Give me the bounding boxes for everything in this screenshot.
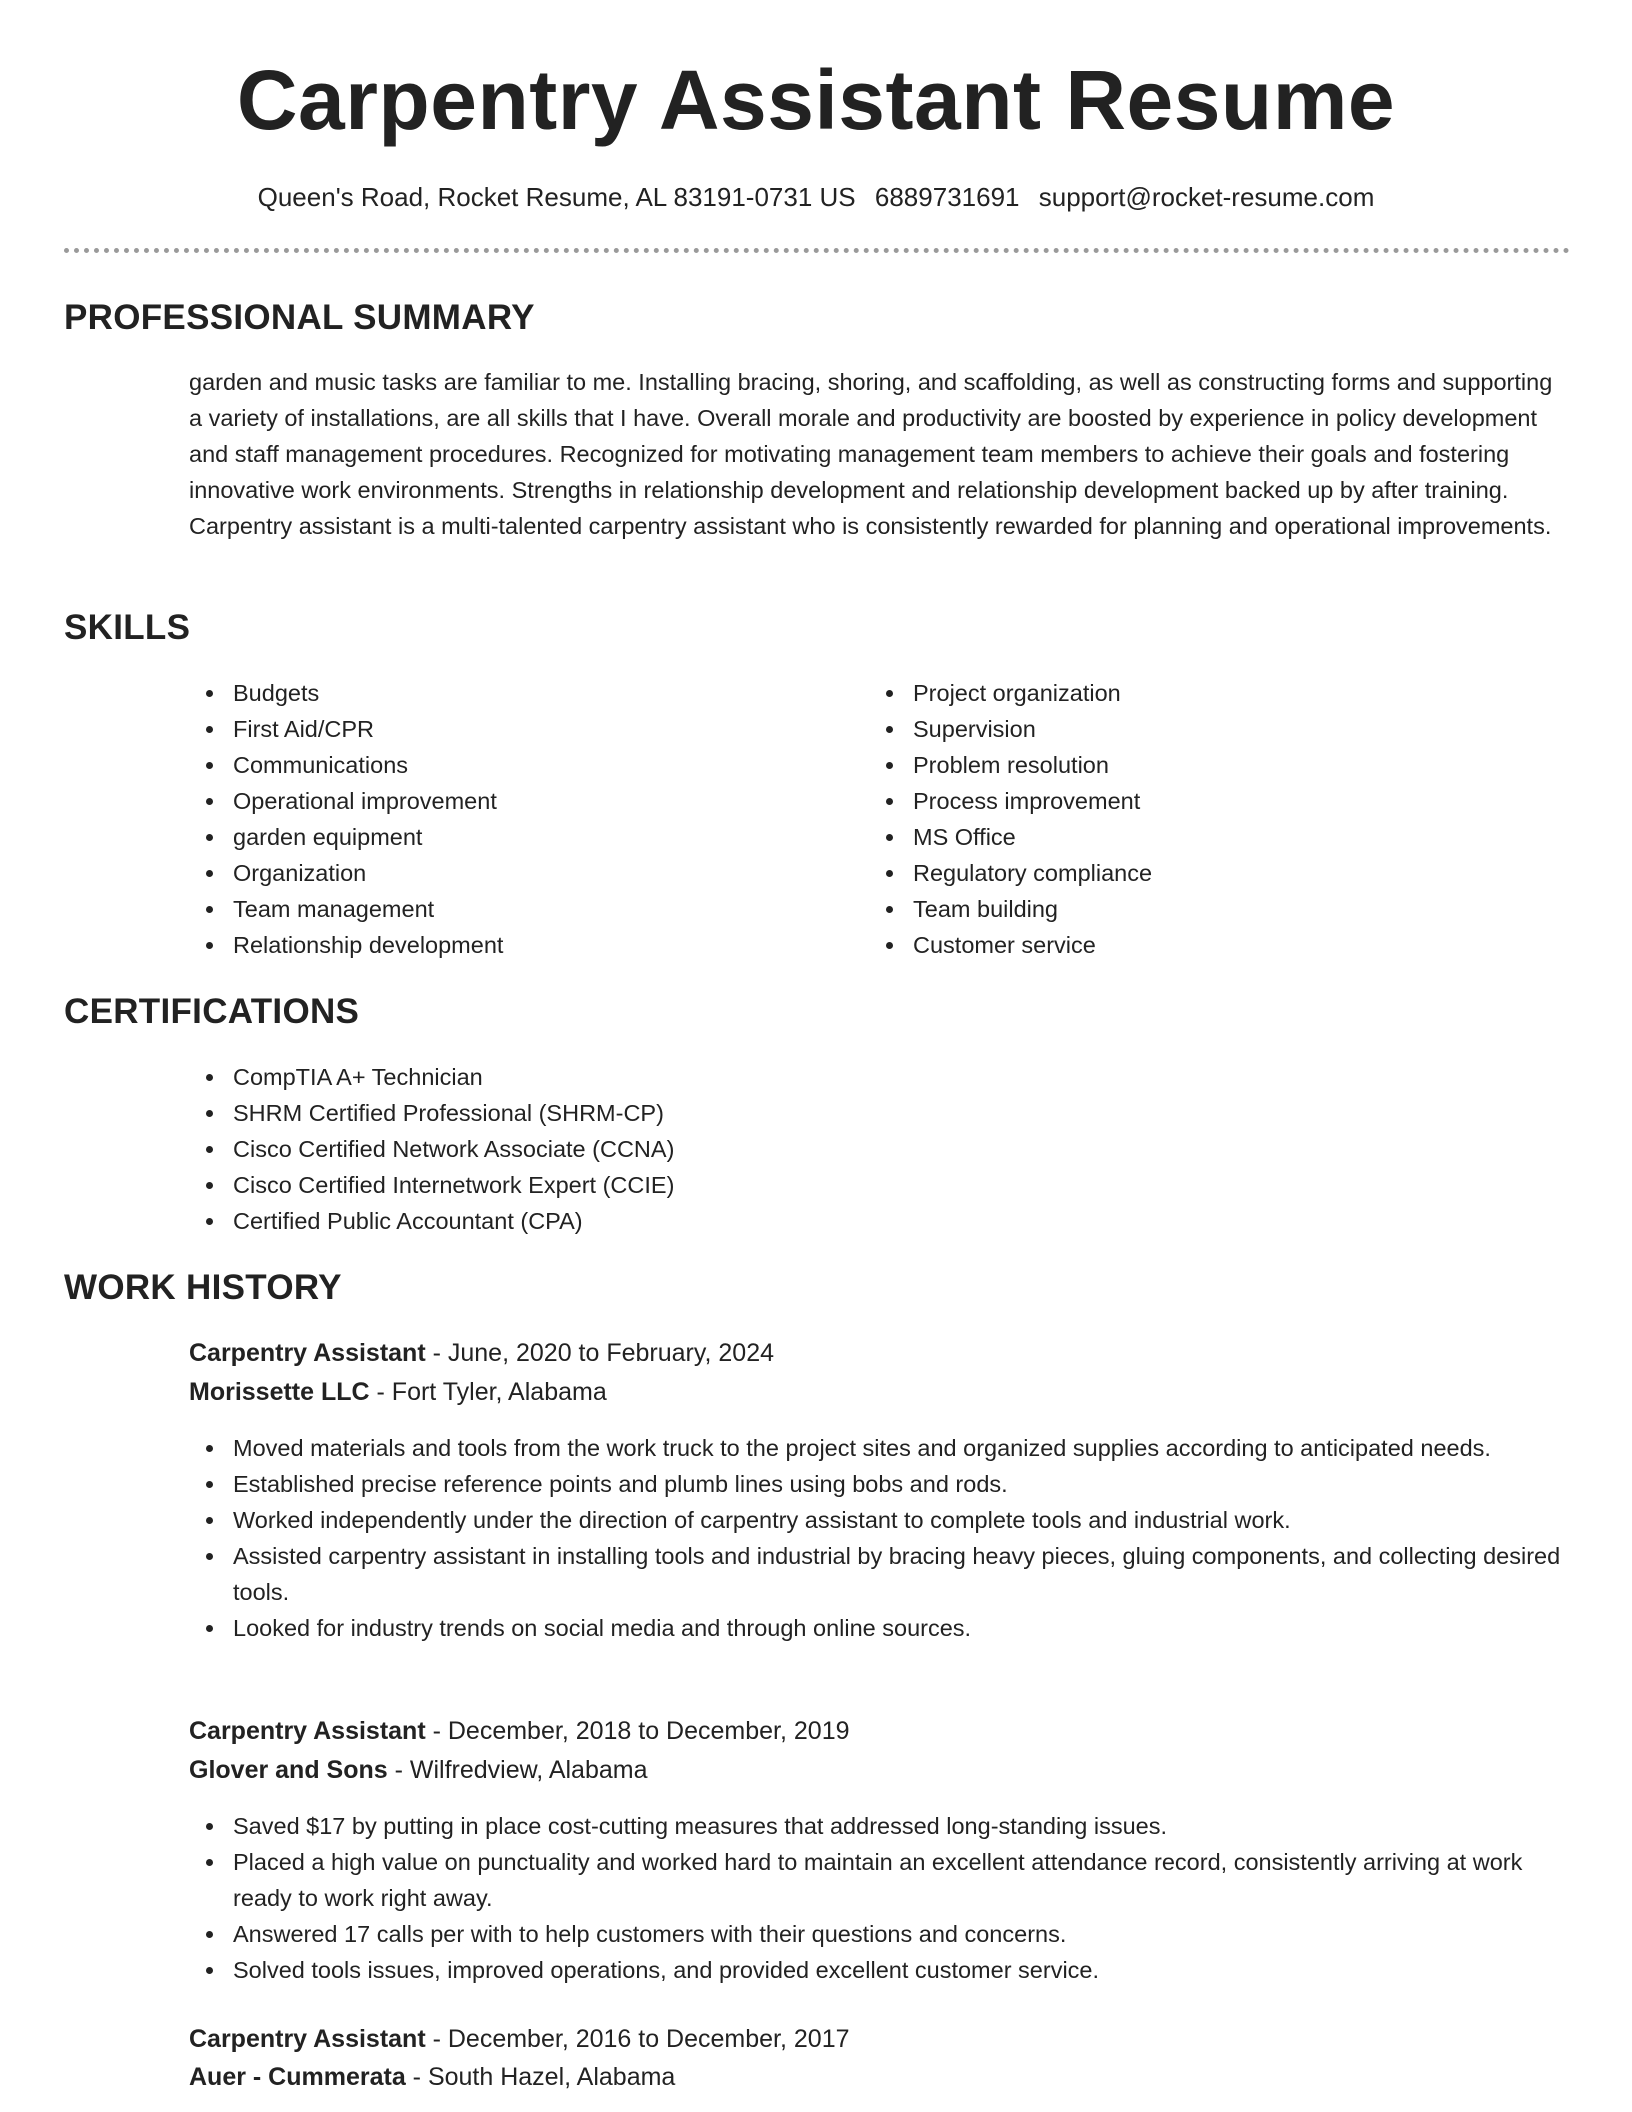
list-item: Budgets xyxy=(189,675,789,711)
list-item: MS Office xyxy=(869,819,1469,855)
job-company: Auer - Cummerata xyxy=(189,2063,406,2091)
job-location: - Fort Tyler, Alabama xyxy=(369,1378,607,1406)
job-dates: - December, 2018 to December, 2019 xyxy=(425,1717,850,1745)
certifications-list xyxy=(189,1059,1189,1239)
job-company: Glover and Sons xyxy=(189,1756,388,1784)
job-title-line xyxy=(189,1334,774,1372)
job-duties-list xyxy=(189,1808,1569,1988)
job-title-line xyxy=(189,1712,850,1750)
summary-heading: PROFESSIONAL SUMMARY xyxy=(64,298,535,337)
list-item: Relationship development xyxy=(189,927,789,963)
job-company-line xyxy=(189,2058,675,2096)
list-item: Assisted carpentry assistant in installing tools and industrial by bracing heavy pieces, gluing components, and collecting desired tools. xyxy=(189,1538,1569,1610)
list-item: Team building xyxy=(869,891,1469,927)
work-history-heading: WORK HISTORY xyxy=(64,1268,342,1307)
skills-list-left xyxy=(189,675,789,963)
certifications-heading: CERTIFICATIONS xyxy=(64,992,360,1031)
list-item: Regulatory compliance xyxy=(869,855,1469,891)
list-item: Communications xyxy=(189,747,789,783)
list-item: CompTIA A+ Technician xyxy=(189,1059,1189,1095)
list-item: Team management xyxy=(189,891,789,927)
header-divider xyxy=(64,248,1570,253)
contact-phone: 6889731691 xyxy=(874,182,1020,212)
skills-list-right xyxy=(869,675,1469,963)
job-location: - Wilfredview, Alabama xyxy=(387,1756,648,1784)
list-item: Operational improvement xyxy=(189,783,789,819)
list-item: Organization xyxy=(189,855,789,891)
job-title-line xyxy=(189,2020,850,2058)
list-item: Saved $17 by putting in place cost-cutting measures that addressed long-standing issues. xyxy=(189,1808,1569,1844)
list-item: Established precise reference points and plumb lines using bobs and rods. xyxy=(189,1466,1569,1502)
list-item: Worked independently under the direction of carpentry assistant to complete tools and industrial work. xyxy=(189,1502,1569,1538)
job-company: Morissette LLC xyxy=(189,1378,370,1406)
list-item: Cisco Certified Network Associate (CCNA) xyxy=(189,1131,1189,1167)
list-item: SHRM Certified Professional (SHRM-CP) xyxy=(189,1095,1189,1131)
list-item: Placed a high value on punctuality and worked hard to maintain an excellent attendance record, consistently arriving at work ready to work right away. xyxy=(189,1844,1569,1916)
list-item: Answered 17 calls per with to help customers with their questions and concerns. xyxy=(189,1916,1569,1952)
list-item: Solved tools issues, improved operations, and provided excellent customer service. xyxy=(189,1952,1569,1988)
summary-text: garden and music tasks are familiar to me. Installing bracing, shoring, and scaffolding, as well as constructing forms and supporting a variety of installations, are all skills that I have. Overall morale and productivity are boosted by experience in policy development and staff management procedures. Recognized for motivating management team members to achieve their goals and fostering innovative work environments. Strengths in relationship development and relationship development backed up by after training. Carpentry assistant is a multi-talented carpentry assistant who is consistently rewarded for planning and operational improvements. xyxy=(189,369,1553,539)
list-item: Process improvement xyxy=(869,783,1469,819)
job-title: Carpentry Assistant xyxy=(189,1717,426,1745)
list-item: Moved materials and tools from the work truck to the project sites and organized supplies according to anticipated needs. xyxy=(189,1430,1569,1466)
list-item: First Aid/CPR xyxy=(189,711,789,747)
job-company-line xyxy=(189,1751,648,1789)
job-company-line xyxy=(189,1373,607,1411)
contact-email[interactable]: support@rocket-resume.com xyxy=(1038,182,1375,212)
job-title: Carpentry Assistant xyxy=(189,1339,426,1367)
job-duties-list xyxy=(189,1430,1569,1646)
resume-title: Carpentry Assistant Resume xyxy=(236,53,1396,147)
list-item: Customer service xyxy=(869,927,1469,963)
list-item: Certified Public Accountant (CPA) xyxy=(189,1203,1189,1239)
contact-address: Queen's Road, Rocket Resume, AL 83191-0731 US xyxy=(257,182,856,212)
list-item: Supervision xyxy=(869,711,1469,747)
list-item: Project organization xyxy=(869,675,1469,711)
job-location: - South Hazel, Alabama xyxy=(405,2063,676,2091)
skills-heading: SKILLS xyxy=(64,608,191,647)
job-dates: - June, 2020 to February, 2024 xyxy=(425,1339,775,1367)
job-dates: - December, 2016 to December, 2017 xyxy=(425,2025,850,2053)
list-item: Looked for industry trends on social media and through online sources. xyxy=(189,1610,1569,1646)
list-item: garden equipment xyxy=(189,819,789,855)
list-item: Problem resolution xyxy=(869,747,1469,783)
contact-line xyxy=(0,182,1632,213)
job-title: Carpentry Assistant xyxy=(189,2025,426,2053)
list-item: Cisco Certified Internetwork Expert (CCIE) xyxy=(189,1167,1189,1203)
